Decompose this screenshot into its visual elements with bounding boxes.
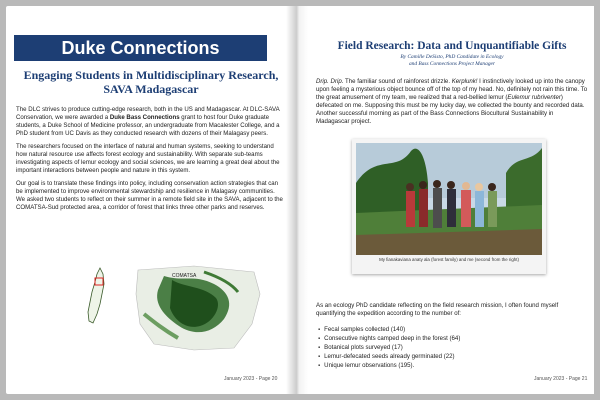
list-item: ▪ Unique lemur observations (195). bbox=[318, 361, 588, 370]
photo-caption: My fianakaviana anaty ala (forest family) and me (second from the right) bbox=[379, 257, 519, 262]
right-paragraph-1: Drip. Drip. The familiar sound of rainforest drizzle. Kerplunk! I instinctively looked up into the canopy upon feeling a mysterious object bounce off of the top of my head. No, definitely not rain this time. To the great amusement of my team, we realized that a red-bellied lemur (Eulemur rubriventer) defecated on me. Supposing this must be my lucky day, we collected the bounty and recorded data. Another successful morning as part of the Bass Connections Biocultural Sustainability in Madagascar project. bbox=[316, 78, 588, 125]
sava-region-map bbox=[134, 264, 264, 352]
byline bbox=[316, 54, 588, 68]
book-spine-shadow bbox=[286, 6, 308, 394]
field-team-photo bbox=[352, 139, 546, 274]
field-team-photo-image bbox=[356, 143, 542, 255]
list-item: ▪ Fecal samples collected (140) bbox=[318, 325, 588, 334]
right-page bbox=[296, 6, 594, 394]
right-heading: Field Research: Data and Unquantifiable Gifts bbox=[337, 40, 567, 52]
list-item: ▪ Botanical plots surveyed (17) bbox=[318, 343, 588, 352]
stats-list bbox=[318, 325, 588, 370]
left-heading: Engaging Students in Multidisciplinary Research, SAVA Madagascar bbox=[23, 68, 279, 96]
banner-title: Duke Connections bbox=[14, 35, 267, 61]
list-item: ▪ Lemur-defecated seeds already germinated (22) bbox=[318, 352, 588, 361]
list-item: ▪ Consecutive nights camped deep in the forest (64) bbox=[318, 334, 588, 343]
right-paragraph-2: As an ecology PhD candidate reflecting on the field research mission, I often found myself quantifying the expedition according to the number of: bbox=[316, 302, 559, 317]
left-page-footer: January 2023 - Page 20 bbox=[224, 376, 278, 382]
byline-line-1: By Camille DeSisto, PhD Candidate in Ecology bbox=[400, 54, 504, 60]
byline-line-2: and Bass Connections Project Manager bbox=[408, 61, 496, 67]
right-page-footer: January 2023 - Page 21 bbox=[534, 376, 588, 382]
left-paragraph-2: The researchers focused on the interface of natural and human systems, seeking to understand how natural resource use affects forest ecology and sustainability. With separate sub-teams investigating aspects of lemur ecology and social sciences, we are learning a great deal about the important interactions between people and nature in this system. bbox=[16, 143, 280, 174]
madagascar-outline-map bbox=[85, 266, 107, 326]
left-page bbox=[6, 6, 296, 394]
left-paragraph-1: The DLC strives to produce cutting-edge research, both in the US and Madagascar. At DLC-SAVA Conservation, we were awarded a Duke Bass Connections grant to host four Duke graduate students, a Duke School of Medicine professor, an undergraduate from Macalester College, and a PhD student from UC Davis as they conducted research with dozens of their Malagasy peers. bbox=[16, 106, 280, 137]
left-paragraph-3: Our goal is to translate these findings into policy, including conservation action strategies that can be implemented to improve environmental stewardship and resilience in Malagasy communities. We asked two students to reflect on their summer in a remote field site in the SAVA, adjacent to the COMATSA-Sud protected area, a corridor of forest that links three other parks and reserves. bbox=[16, 180, 283, 211]
bass-connections-link[interactable]: Duke Bass Connections bbox=[109, 114, 180, 121]
left-body bbox=[16, 106, 284, 217]
comatsa-map-label: COMATSA bbox=[172, 273, 197, 279]
